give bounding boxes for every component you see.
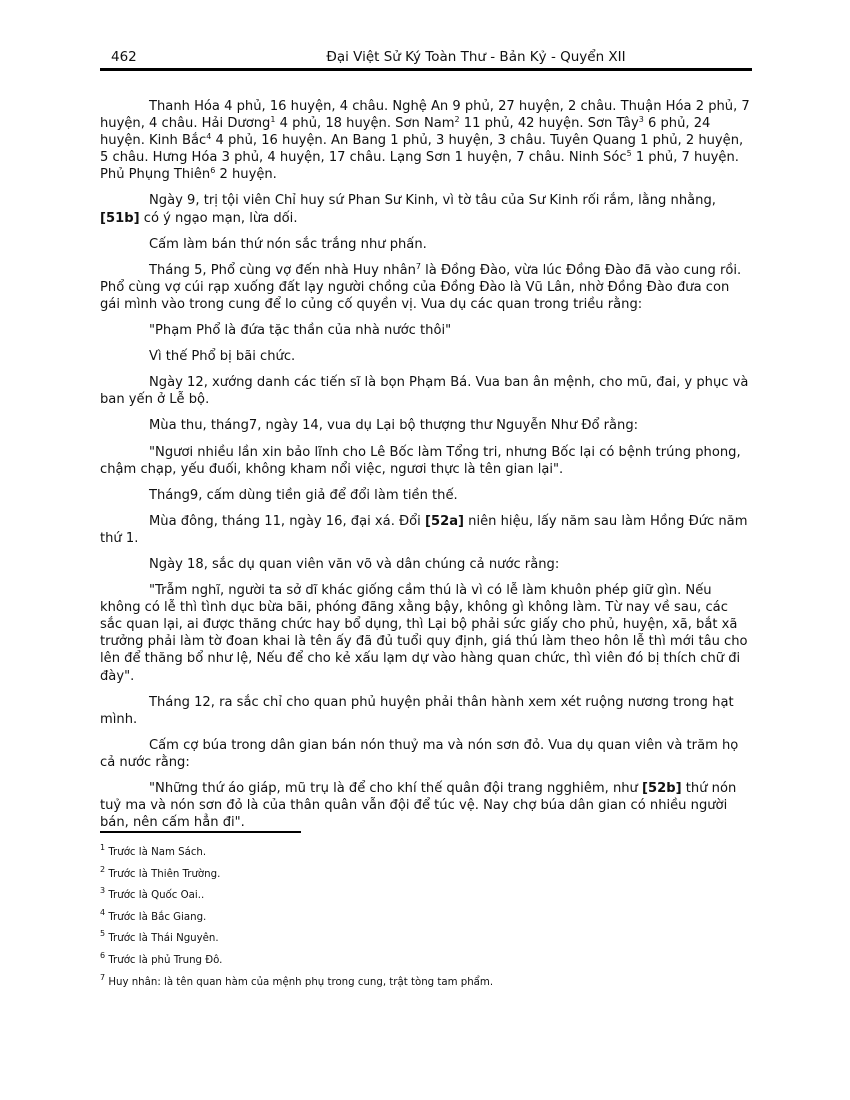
paragraph: Tháng9, cấm dùng tiền giả để đổi làm tiền thế.	[149, 487, 458, 503]
page-header	[100, 49, 752, 69]
quote: "Những thứ áo giáp, mũ trụ là để cho khí thế quân đội trang ngghiêm, như [52b] thứ nón tuỷ ma và nón sơn đỏ là của thân quân vẫn đội để túc vệ. Nay chợ búa dân gian có nhiều người bán, nên cấm hẳn đi".	[100, 781, 737, 831]
footnote: $^7$ Huy nhân: là tên quan hàm của mệnh phụ trong cung, trật tòng tam phẩm.	[100, 972, 494, 988]
folio-marker: [52a]	[424, 513, 465, 529]
paragraph: Cấm làm bán thứ nón sắc trắng như phấn.	[149, 236, 427, 252]
body-text	[100, 98, 752, 840]
folio-marker: [52b]	[642, 781, 682, 796]
footnote: $^5$ Trước là Thái Nguyên.	[100, 929, 219, 945]
quote: "Phạm Phổ là đứa tặc thần của nhà nước thôi"	[149, 323, 452, 339]
footnote-ref[interactable]: 3	[638, 115, 644, 125]
footnote-ref[interactable]: 4	[206, 132, 212, 142]
footnote-ref[interactable]: 7	[415, 261, 421, 271]
quote: "Ngươi nhiều lần xin bảo lĩnh cho Lê Bốc làm Tổng tri, nhưng Bốc lại có bệnh trúng phong, chậm chạp, yếu đuối, không kham nổi việc, ngươi thực là tên gian lại".	[100, 444, 741, 477]
footnote: $^3$ Trước là Quốc Oai..	[100, 886, 205, 902]
footnote-ref[interactable]: 1	[270, 115, 276, 125]
paragraph: Ngày 12, xướng danh các tiến sĩ là bọn Phạm Bá. Vua ban ân mệnh, cho mũ, đai, y phục và ban yến ở Lễ bộ.	[100, 375, 749, 408]
footnote-ref[interactable]: 2	[454, 115, 460, 125]
paragraph: Mùa thu, tháng7, ngày 14, vua dụ Lại bộ thượng thư Nguyễn Như Đổ rằng:	[149, 418, 639, 434]
folio-marker: [51b]	[100, 210, 140, 226]
paragraph: Cấm cợ búa trong dân gian bán nón thuỷ ma và nón sơn đỏ. Vua dụ quan viên và trăm họ cả nước rằng:	[100, 737, 739, 770]
paragraph: Tháng 5, Phổ cùng vợ đến nhà Huy nhân$^7$ là Đồng Đào, vừa lúc Đồng Đào đã vào cung rồi. Phổ cùng vợ cúi rạp xuống đất lạy người chồng của Đồng Đào là Vũ Lân, nhờ Đồng Đào đưa con gái mình vào trong cung để lo củng cố quyền vị. Vua dụ các quan trong triều rằng:	[100, 261, 742, 312]
footnote: $^2$ Trước là Thiên Trường.	[100, 864, 221, 880]
footnote: $^6$ Trước là phủ Trung Đô.	[100, 950, 223, 966]
footnote: $^4$ Trước là Bắc Giang.	[100, 907, 207, 923]
footnote-ref[interactable]: 5	[626, 149, 632, 159]
header-rule	[100, 68, 752, 71]
footnotes	[100, 843, 752, 997]
quote: "Trẫm nghĩ, người ta sở dĩ khác giống cầm thú là vì có lễ làm khuôn phép giữ gìn. Nếu không có lễ thì tình dục bừa bãi, phóng đãng xằng bậy, không gì không làm. Từ nay về sau, các sắc quan lại, ai được thăng chức hay bổ dụng, thì Lại bộ phải sức giấy cho phủ, huyện, xã, bắt xã trưởng phải làm tờ đoan khai là tên ấy đã đủ tuổi quy định, giá thú làm theo hôn lễ thì mới tâu cho lên để thăng bổ như lệ, Nếu để cho kẻ xấu lạm dự vào hàng quan chức, thì viên đó bị thích chữ đi đày".	[100, 583, 748, 684]
paragraph: Ngày 18, sắc dụ quan viên văn võ và dân chúng cả nước rằng:	[149, 556, 560, 572]
footnote-rule	[100, 831, 301, 833]
paragraph: Vì thế Phổ bị bãi chức.	[149, 349, 296, 365]
paragraph: Mùa đông, tháng 11, ngày 16, đại xá. Đổi [52a] niên hiệu, lấy năm sau làm Hồng Đức năm thứ 1.	[100, 513, 748, 546]
page-title: Đại Việt Sử Ký Toàn Thư - Bản Kỷ - Quyển XII	[326, 49, 626, 65]
page-number: 462	[111, 49, 137, 65]
paragraph: Tháng 12, ra sắc chỉ cho quan phủ huyện phải thân hành xem xét ruộng nương trong hạt mình.	[100, 694, 734, 727]
footnote-ref[interactable]: 6	[210, 166, 216, 176]
footnote: $^1$ Trước là Nam Sách.	[100, 843, 207, 858]
paragraph: Thanh Hóa 4 phủ, 16 huyện, 4 châu. Nghệ An 9 phủ, 27 huyện, 2 châu. Thuận Hóa 2 phủ, 7 huyện, 4 châu. Hải Dương$^1$ 4 phủ, 18 huyện. Sơn Nam$^2$ 11 phủ, 42 huyện. Sơn Tây$^3$ 6 phủ, 24 huyện. Kinh Bắc$^4$ 4 phủ, 16 huyện. An Bang 1 phủ, 3 huyện, 3 châu. Tuyên Quang 1 phủ, 2 huyện, 5 châu. Hưng Hóa 3 phủ, 4 huyện, 17 châu. Lạng Sơn 1 huyện, 7 châu. Ninh Sóc$^5$ 1 phủ, 7 huyện. Phủ Phụng Thiên$^6$ 2 huyện.	[100, 99, 750, 183]
paragraph: Ngày 9, trị tội viên Chỉ huy sứ Phan Sư Kinh, vì tờ tâu của Sư Kinh rối rắm, lằng nhằng, [51b] có ý ngạo mạn, lừa dối.	[100, 193, 716, 226]
